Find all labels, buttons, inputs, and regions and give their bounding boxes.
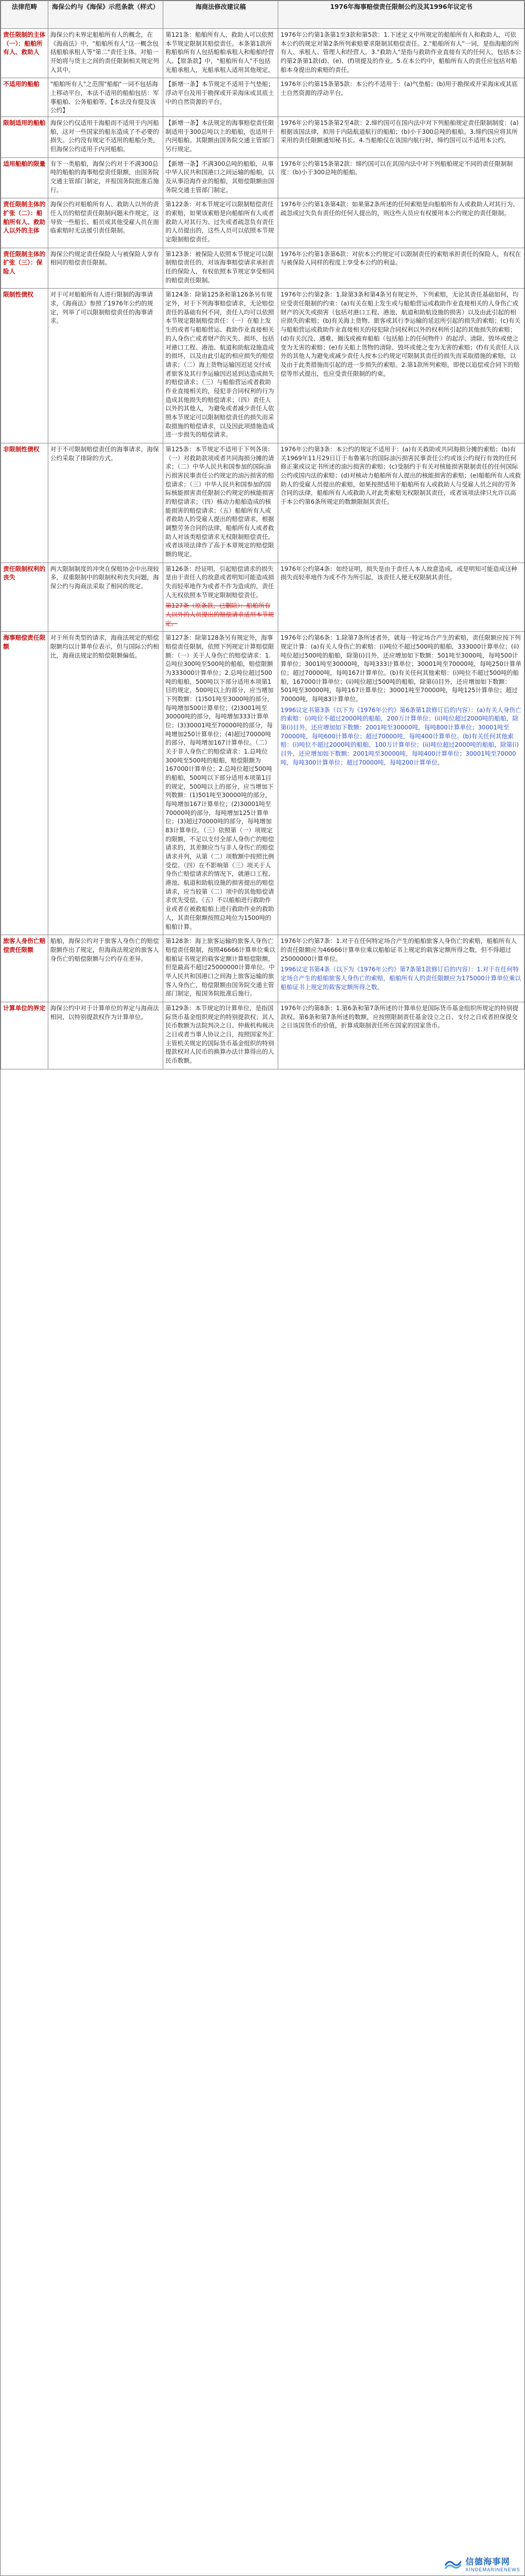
row-draft-text: 第129条：本节规定的计算单位，是指国际货币基金组织规定的特别提款权；其人民币数额为法院判决之日、仲裁机构裁决之日或者当事人协议之日，按照国家外汇主管机关规定的国际货币基金组织的特别提款权对人民币的换算办法计算得出的人民币数额。 (165, 1004, 275, 1064)
row-topic: 责任限制权利的丧失 (1, 563, 48, 632)
row-convention-text: 海保公约中对于计算单位的界定与海商法相同，以特别提款权作为计算单位。 (48, 1002, 163, 1069)
row-1976-text: 1976年公约第15条第2款：缔约国可以在其国内法中对下列船舶规定不同的责任限制制度：(b)小于300总吨的船舶。 (280, 160, 513, 176)
table-row (1, 443, 524, 563)
row-1976-text: 1976年公约第4条：如经证明，损失是由于责任人本人故意造成，或是明知可能造成这种损失而轻率地作为或不作为所引起，该责任人便无权限制其责任。 (280, 565, 517, 581)
row-1976-text: 1976年公约第15条第2至4款：2.缔约国可在国内法中对下列船舶规定责任限制制度：(a)根据该国法律，拟用于内陆航道航行的船舶；(b)小于300总吨的船舶。3.缔约国应将其所采用的责任限额通知秘书长。4.当船舶仅在该国内航行时，缔约国可以不适用本公约。 (280, 119, 519, 144)
table-row (1, 632, 524, 935)
row-draft-text: 第128条：海上旅客运输的旅客人身伤亡赔偿责任限制，按照46666计算单位乘以船舶证书规定的载客定额计算赔偿限额，但是最高不超过25000000计算单位。中华人民共和国港口之间海上旅客运输的旅客人身伤亡，赔偿限额由国务院交通主管部门制定，报国务院批准后施行。 (165, 937, 276, 998)
table-body (1, 29, 524, 1069)
header-legal-category: 法律范畴 (1, 1, 48, 29)
wave-logo-icon (444, 2556, 462, 2572)
row-draft-deleted-text: 第127条（原条款，已删除）：船舶所有人以外的人员提出的赔偿请求适用本节规定。 (165, 602, 275, 627)
header-1976-convention: 1976年海事赔偿责任限制公约及其1996年议定书 (278, 1, 524, 29)
table-row (1, 1002, 524, 1069)
row-draft-cell (163, 1002, 278, 1069)
row-1976-cell (278, 935, 524, 1002)
row-convention-text: "船舶所有人"之范围"船舶"一词不包括海上移动平台，本法不适用的船舶包括：军事船舶、公务船舶等。【本法没有提及该公约】 (48, 78, 163, 117)
row-draft-text: 第121条：船舶所有人、救助人可以依照本节规定限制其赔偿责任。本条第1款所称船舶所有人包括船舶承租人和船舶经营人。【原条款】中，"船舶所有人"不包括光船承租人，光船承租人适用其他规定。 (165, 31, 275, 73)
logo-chinese-text: 信德海事网 (465, 2558, 510, 2567)
row-convention-text: 对于所有类型的请求，海商法规定的赔偿限额均以计算单位表示，但与国际公约相比，海商法规定的赔偿限额偏低。 (48, 632, 163, 935)
row-topic: 旅客人身伤亡赔偿责任限额 (1, 935, 48, 1002)
row-1996-protocol-note: 1996议定书第4条（以下为《1976年公约》第7条第1款修订后的内容）：1.对于在任何特定场合产生的船舶旅客人身伤亡的索赔，船舶所有人的责任限额应为175000计算单位乘以船舶证书上规定的载客定额所得之数。 (280, 966, 521, 991)
comparison-table (1, 1, 524, 1069)
row-1976-cell (278, 289, 524, 443)
row-draft-text: 第126条：经证明，引起赔偿请求的损失是由于责任人的故意或者明知可能造成损失而轻率地作为或者不作为造成的，责任人无权依照本节规定限制赔偿责任。 (165, 565, 275, 599)
row-1976-text: 1976年公约第1条第4款：如果第2条所述的任何索赔是向船舶所有人或救助人对其行为、疏忽或过失负有责任的任何人提出的，则这些人员应有权援用本公约规定的责任限制。 (280, 200, 519, 217)
footer-logo (444, 2555, 520, 2572)
row-topic: 适用船舶的限量 (1, 157, 48, 198)
row-draft-text: 【新增一条】本节规定不适用于气垫船；浮动平台及用于勘探或开采海床或其底土中的自然资源的平台。 (165, 80, 275, 105)
row-topic: 限制性债权 (1, 289, 48, 443)
row-draft-text: 第125条：本节规定不适用于下列各项：（一）对救助款项或者共同海损分摊的请求；（二）中华人民共和国参加的国际油污损害民事责任公约规定的油污损害的赔偿请求；（三）中华人民共和国参加的国际核能损害责任限制公约规定的核能损害的赔偿请求；（四）核动力船舶造成的核能损害的赔偿请求；（五）船舶所有人或者救助人的受雇人提出的赔偿请求，根据调整劳务合同的法律，船舶所有人或者救助人对该类赔偿请求无权限制赔偿责任，或者该项法律作了高于本章规定的赔偿限额的规定。 (165, 445, 275, 558)
row-convention-text: 海保公约规定责任保险人与被保险人享有相同的赔偿责任限制。 (48, 248, 163, 289)
header-row (1, 1, 524, 29)
row-convention-text: 对于不可限制赔偿责任的海事请求，海保公约采取了排除的方式。 (48, 443, 163, 563)
row-convention-text: 船舶，海保公约对于旅客人身伤亡的赔偿限额作出了规定，但海商法规定的旅客人身伤亡的赔偿限额与公约存在差异。 (48, 935, 163, 1002)
row-draft-cell (163, 157, 278, 198)
row-1976-cell (278, 157, 524, 198)
row-convention-text: 海保公约仅适用于海船而不适用于内河船舶，这对一些国家的船东造成了不必要的损失。公约没有规定不适用的船舶分类，但海保公约适用于内河船舶。 (48, 117, 163, 158)
row-draft-cell (163, 289, 278, 443)
row-draft-cell (163, 248, 278, 289)
row-topic: 不适用的船舶 (1, 78, 48, 117)
table-row (1, 198, 524, 248)
row-1976-cell (278, 248, 524, 289)
row-1976-cell (278, 78, 524, 117)
table-row (1, 78, 524, 117)
row-1976-text: 1976年公约第1条第1至3款和第5款：1.下述定义中所规定的船舶所有人和救助人，可依本公约的规定对第2条所列索赔要求限制其赔偿责任。2."船舶所有人"一词，是指海船的所有人、承租人、管理人和经营人。3."救助人"是指与救助作业直接有关的任何人，包括本公约第2条第1款(d)、(e)、(f)项提及的作业。5.在本公约中，船舶所有人的责任应包括对船舶本身提出的索赔的责任。 (280, 31, 521, 73)
row-draft-text: 【新增一条】不满300总吨的船舶，从事中华人民共和国港口之间运输的船舶，以及从事沿海作业的船舶，其赔偿限额由国务院交通主管部门制定。 (165, 160, 275, 194)
row-topic: 海事赔偿责任限额 (1, 632, 48, 935)
row-draft-text: 第127条：除第128条另有规定外，海事赔偿责任限制，依照下列规定计算赔偿限额：（一）关于人身伤亡的赔偿请求：1.总吨位300吨至500吨的船舶，赔偿限额为333000计算单位；2.总吨位超过500吨的船舶，500吨以下部分适用本项第1目的规定，500吨以上的部分，应当增加下列数额：(1)501吨至3000吨的部分，每吨增加500计算单位；(2)3001吨至30000吨的部分，每吨增加333计算单位；(3)30001吨至70000吨的部分，每吨增加250计算单位；(4)超过70000吨的部分，每吨增加167计算单位。（二）关于非人身伤亡的赔偿请求：1.总吨位300吨至500吨的船舶，赔偿限额为167000计算单位；2.总吨位超过500吨的船舶，500吨以下部分适用本项第1目的规定，500吨以上的部分，应当增加下列数额：(1)501吨至30000吨的部分，每吨增加167计算单位；(2)30001吨至70000吨的部分，每吨增加125计算单位；(3)超过70000吨的部分，每吨增加83计算单位。（三）依照第（一）项规定的限额，不足以支付全部人身伤亡的赔偿请求的，其差额应当与非人身伤亡的赔偿请求并列，从第（二）项数额中按照比例受偿。（四）在不影响第（三）项关于人身伤亡赔偿请求的情况下，就港口工程、港池、航道和助航设施的损害提出的赔偿请求，应当较第（二）项中的其他赔偿请求优先受偿。（五）不以船舶进行救助作业或者在被救船舶上进行救助作业的救助人，其责任限额按照总吨位为1500吨的船舶计算。 (165, 634, 275, 930)
row-topic: 计算单位的界定 (1, 1002, 48, 1069)
row-topic: 责任限制主体的扩张（三）：保险人 (1, 248, 48, 289)
row-1976-cell (278, 563, 524, 632)
row-draft-cell (163, 632, 278, 935)
row-1976-cell (278, 198, 524, 248)
table-row (1, 563, 524, 632)
row-convention-text: 海保公约对船舶所有人、救助人以外的责任人员的赔偿责任限制问题未作规定，这导致一些船长、船员或其他受雇人员在面临索赔时无法援引责任限制。 (48, 198, 163, 248)
row-1976-text: 1976年公约第3条：本公约的规定不适用于：(a)有关救助或共同海损分摊的索赔；(b)有关1969年11月29日订于布鲁塞尔的国际油污损害民事责任公约或该公约现行有效的任何修正案或议定书所述的油污损害的索赔；(c)受制约于有关对核能损害限制责任的任何国际公约或国内法的索赔；(d)对核动力船舶所有人提出的核能损害的索赔；(e)船舶所有人或救助人的受雇人员提出的索赔，如果按照适用于船舶所有人或救助人与受雇人员之间的劳务合同的法律，船舶所有人或救助人对此类索赔无权限制其责任，或者该项法律只允许以高于本公约第6条所规定的数额限制其责任。 (280, 445, 521, 505)
row-convention-text: 有下一类船舶，海保公约对于不满300总吨的船舶的海事赔偿责任限额，由国务院交通主管部门制定，并报国务院批准后施行。 (48, 157, 163, 198)
row-1976-text: 1976年公约第8条：1.第6条和第7条所述的计算单位是国际货币基金组织所规定的特别提款权。第6条和第7条所述的数额，应按照限制责任基金设立之日、支付之日或者担保提交之日该国货币的价值，折算成限制责任所在国家的国家货币。 (280, 1004, 519, 1030)
row-1976-text: 1976年公约第2条：1.除第3条和第4条另有规定外，下列索赔，无论其责任基础如何，均应受责任限制的约束：(a)有关在船上发生或与船舶营运或救助作业直接相关的人身伤亡或财产的灭失或损害（包括对港口工程、港池、航道和助航设施的损害）以及由此引起的相应损失的索赔；(b)有关海上货物、旅客或其行李运输的延迟所引起的损失的索赔；(c)有关与船舶营运或救助作业直接相关的侵犯除合同权利以外的权利所引起的其他损失的索赔；(d)有关沉没、遇难、搁浅或被弃船舶（包括船上的任何物件）的起浮、清除、毁坏或使之变为无害的索赔；(e)有关船上货物的清除、毁坏或使之变为无害的索赔；(f)有关责任人以外的其他人为避免或减少责任人按本公约规定可限制其责任的损失而采取措施的索赔，以及由于此类措施而引起的进一步损失的索赔。2.第1款所列索赔，即使以追偿或合同下的赔偿等形式提出，也应受责任限制的约束。 (280, 291, 521, 377)
row-topic: 限制适用的船舶 (1, 117, 48, 158)
row-draft-cell (163, 78, 278, 117)
row-1976-text: 1976年公约第7条：1.对于在任何特定场合产生的船舶旅客人身伤亡的索赔，船舶所有人的责任限额应为46666计算单位乘以船舶证书上规定的载客定额所得之数，但不得超过25000000计算单位。 (280, 937, 517, 962)
row-draft-cell (163, 935, 278, 1002)
row-draft-cell (163, 563, 278, 632)
row-1976-cell (278, 117, 524, 158)
row-1976-text: 1976年公约第6条：1.除第7条所述者外，就每一特定场合产生的索赔，责任限额应按下列规定计算：(a)有关人身伤亡的索赔：(i)吨位不超过500吨的船舶，333000计算单位；(ii)吨位超过500吨的船舶，除第(i)目外，还应增加如下数额：501吨至3000吨，每吨500计算单位；3001吨至30000吨，每吨333计算单位；30001吨至70000吨，每吨250计算单位；超过70000吨，每吨167计算单位。(b)有关任何其他索赔：(i)吨位不超过500吨的船舶，167000计算单位；(ii)吨位超过500吨的船舶，除第(i)目外，还应增加如下数额：501吨至30000吨，每吨167计算单位；30001吨至70000吨，每吨125计算单位；超过70000吨，每吨83计算单位。 (280, 634, 522, 703)
row-1976-cell (278, 443, 524, 563)
row-1976-text: 1976年公约第1条第6款：对依本公约规定可以限制责任的索赔承担责任的保险人，有权在与被保险人同样的程度上享受本公约的利益。 (280, 250, 521, 267)
row-draft-cell (163, 117, 278, 158)
row-topic: 非限制性债权 (1, 443, 48, 563)
logo-english-text: XINDEMARINENEWS (465, 2567, 520, 2572)
row-1976-cell (278, 1002, 524, 1069)
header-draft: 海商法修改建议稿 (163, 1, 278, 29)
row-topic: 责任限制的主体（一）：船舶所有人、救助人 (1, 29, 48, 78)
table-row (1, 248, 524, 289)
row-convention-text: 海保公约未界定船舶所有人的概念，在《海商法》中，"船舶所有人"这一概念包括船舶承租人等"第二"责任主体。对船一开始将与货主之间的责任限制相关规定列入其中。 (48, 29, 163, 78)
row-draft-cell (163, 198, 278, 248)
table-row (1, 935, 524, 1002)
table-row (1, 289, 524, 443)
row-convention-text: 两大限制制度的冲突在保赔协会中出现较多，双重限制中的限制权利丧失问题，海保公约与海商法采取了相同的规定。 (48, 563, 163, 632)
table-row (1, 29, 524, 78)
row-draft-text: 第122条：对本节规定可以限制赔偿责任的索赔，如果该索赔是向船舶所有人或者救助人对其行为、过失或者疏忽负有责任的人员提出的，这些人员可以依照本节规定限制赔偿责任。 (165, 200, 275, 243)
row-convention-text: 对于可对船舶所有人进行限制的海事请求，《海商法》参照了1976年公约的规定，列举了可以限制赔偿责任的海事请求。 (48, 289, 163, 443)
row-draft-cell (163, 29, 278, 78)
row-1996-protocol-note: 1996议定书第3条（以下为《1976年公约》第6条第1款修订后的内容）：(a)有关人身伤亡的索赔：(i)吨位不超过2000吨的船舶，200万计算单位；(ii)吨位超过2000吨的船舶，除第(i)目外，还应增加如下数额：2001吨至30000吨，每吨800计算单位；30001吨至70000吨，每吨600计算单位；超过70000吨，每吨400计算单位。(b)有关任何其他索赔：(i)吨位不超过2000吨的船舶，100万计算单位；(ii)吨位超过2000吨的船舶，除第(i)目外，还应增加如下数额：2001吨至30000吨，每吨400计算单位；30001吨至70000吨，每吨300计算单位；超过70000吨，每吨200计算单位。 (280, 706, 522, 766)
row-draft-text: 第123条：被保险人依照本节规定可以限制赔偿责任的，对该海事赔偿请求承担责任的保险人，有权依照本节规定享受相同的赔偿责任限制。 (165, 250, 275, 284)
row-1976-text: 1976年公约第15条第5款：本公约不适用于：(a)气垫船；(b)用于勘探或开采海床或其底土自然资源的浮动平台。 (280, 80, 518, 97)
table-row (1, 117, 524, 158)
row-topic: 责任限制主体的扩张（二）：船舶所有人、救助人以外的主体 (1, 198, 48, 248)
table-row (1, 157, 524, 198)
row-draft-cell (163, 443, 278, 563)
row-draft-text: 第124条：除第125条和第126条另有规定外，对于下列海事赔偿请求，无论赔偿责任的基础有何不同，责任人均可以依照本节规定限制赔偿责任：（一）在船上发生的或者与船舶营运、救助作业直接相关的人身伤亡或者财产的灭失、损坏，包括对港口工程、港池、航道和助航设施造成的损坏，以及由此引起的相应损失的赔偿请求；（二）海上货物运输因迟延交付或者旅客及其行李运输因迟延到达造成损失的赔偿请求；（三）与船舶营运或者救助作业直接相关的，侵犯非合同权利的行为造成其他损失的赔偿请求；（四）责任人以外的其他人，为避免或者减少责任人依照本节规定可以限制赔偿责任的损失而采取措施的赔偿请求，以及因此项措施造成进一步损失的赔偿请求。 (165, 291, 275, 439)
row-1976-cell (278, 632, 524, 935)
row-draft-text: 【新增一条】本法规定的海事赔偿责任限制适用于300总吨以上的船舶，也适用于内河船舶。其限额由国务院交通主管部门另行规定。 (165, 119, 275, 153)
header-convention: 海保公约与《海保》示范条款（样式） (48, 1, 163, 29)
row-1976-cell (278, 29, 524, 78)
